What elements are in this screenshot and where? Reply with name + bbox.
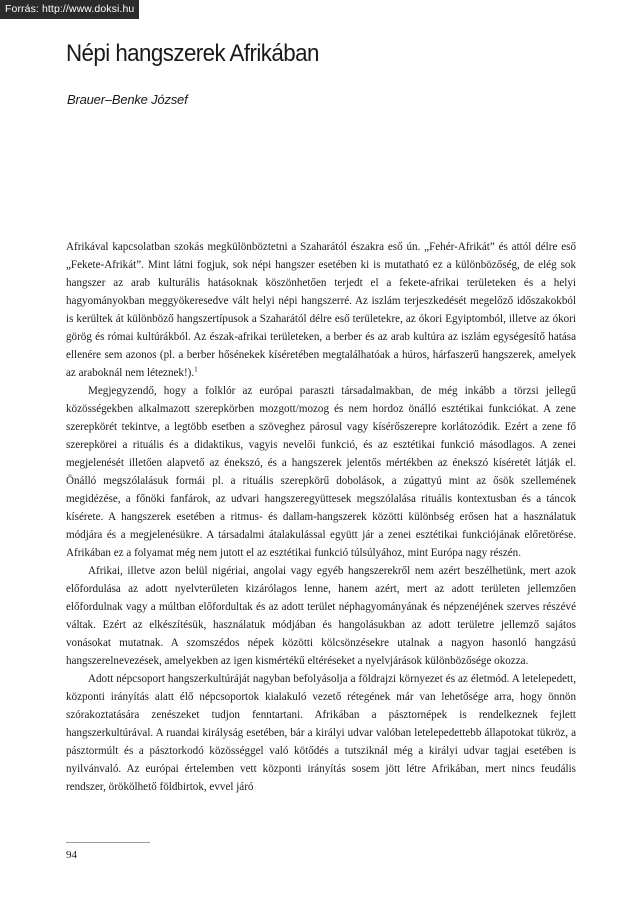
footnote-reference: 1 (194, 365, 198, 374)
paragraph-3: Afrikai, illetve azon belül nigériai, angolai vagy egyéb hangszerekről nem azért beszélhetünk, mert azok előfordulása az adott nyelvterületen kizárólagos lenne, hanem azért, mert az adott területen jellemzően előfordulnak vagy a múltban előfordultak és az adott terület néphagyományának és népzenéjének szerves részévé váltak. Ezért az elkészítésük, használatuk módjában és hangolásukban az adott területre jellemző sajátos vonásokat mutatnak. A szomszédos népek közötti kölcsönzésekre utalnak a nagyon hasonló hangzású hangszerelnevezések, amelyekben az igen kismértékű eltéréseket a nyelvjárások különbözősége okozza. (66, 565, 576, 668)
source-label: Forrás: http://www.doksi.hu (0, 0, 139, 19)
paragraph-4: Adott népcsoport hangszerkultúráját nagyban befolyásolja a földrajzi környezet és az életmód. A letelepedett, központi irányítás alatt élő népcsoportok kialakuló vezető rétegének már van lehetősége arra, hogy önnön szórakoztatására zenészeket tudjon fenntartani. Afrikában a pásztornépek is rendelkeznek fejlett hangszerkultúrával. A ruandai királyság esetében, bár a királyi udvar valóban letelepedettebb állapotokat tükröz, a pásztormúlt és a pásztorkodó közösséggel való kötődés a tutsziknál még a királyi udvar tagjai esetében is nyilvánvaló. Az európai értelemben vett központi irányítás sosem jött létre Afrikában, mert nincs feudális rendszer, örökölhető földbirtok, evvel járó (66, 673, 576, 794)
paragraph-text: Afrikával kapcsolatban szokás megkülönböztetni a Szaharától északra eső ún. „Fehér-Afrikát” és attól délre eső „Fekete-Afrikát”. Mint látni fogjuk, sok népi hangszer esetében ki is mutatható ez a különbözőség, de elég sok hangszer az arab kulturális hatásoknak köszönhetően terjedt el a fekete-afrikai területeken és a helyi hagyományokban meggyökeresedve vált helyi népi hangszerré. Az iszlám terjeszkedését megelőző időszakokból is kerültek át különböző hangszertípusok a Szaharától délre eső területekre, az ókori Egyiptomból, illetve az ókori görög és római kultúrákból. Az észak-afrikai területeken, a berber és az arab kultúra az iszlám egységesítő hatása ellenére sem azonos (pl. a berber hősénekek kíséretében megtalálhatóak a húros, hárfaszerű hangszerek, amelyek az araboknál nem léteznek!). (66, 241, 576, 380)
paragraph-1 (66, 238, 576, 382)
footer-divider (66, 842, 150, 843)
page-number: 94 (66, 849, 77, 861)
article-author: Brauer–Benke József (67, 92, 188, 107)
paragraph-2: Megjegyzendő, hogy a folklór az európai paraszti társadalmakban, de még inkább a törzsi jellegű közösségekben alkalmazott szerepkörben mozgott/mozog és nem hordoz önálló esztétikai funkciókat. A zene szerepkörét tekintve, a legtöbb esetben a szöveghez párosul vagy kísérőszerepre korlátozódik. Ezért a zene fő szerepkörei a rituális és a didaktikus, vagyis nevelői funkció, és az esztétikai funkció másodlagos. A zenei megjelenését illetően alapvető az énekszó, és a hangszerek jelentős mértékben az énekszó kíséretét látják el. Önálló megszólalásuk formái pl. a rituális szerepkörű dobolások, a zúgattyú mint az ősök szellemének megidézése, a főnöki fanfárok, az udvari hangszeregyüttesek megszólalása rituális kontextusban és a táncok kísérete. A hangszerek esetében a ritmus- és dallam-hangszerek közötti különbség erősen hat a használatuk módjára és a megjelenésükre. A társadalmi átalakulással együtt jár a zenei esztétikai funkciójának előretörése. Afrikában ez a folyamat még nem jutott el az esztétikai funkció túlsúlyához, mint Európa nagy részén. (66, 385, 576, 560)
article-body (66, 238, 576, 796)
article-title: Népi hangszerek Afrikában (66, 40, 319, 67)
